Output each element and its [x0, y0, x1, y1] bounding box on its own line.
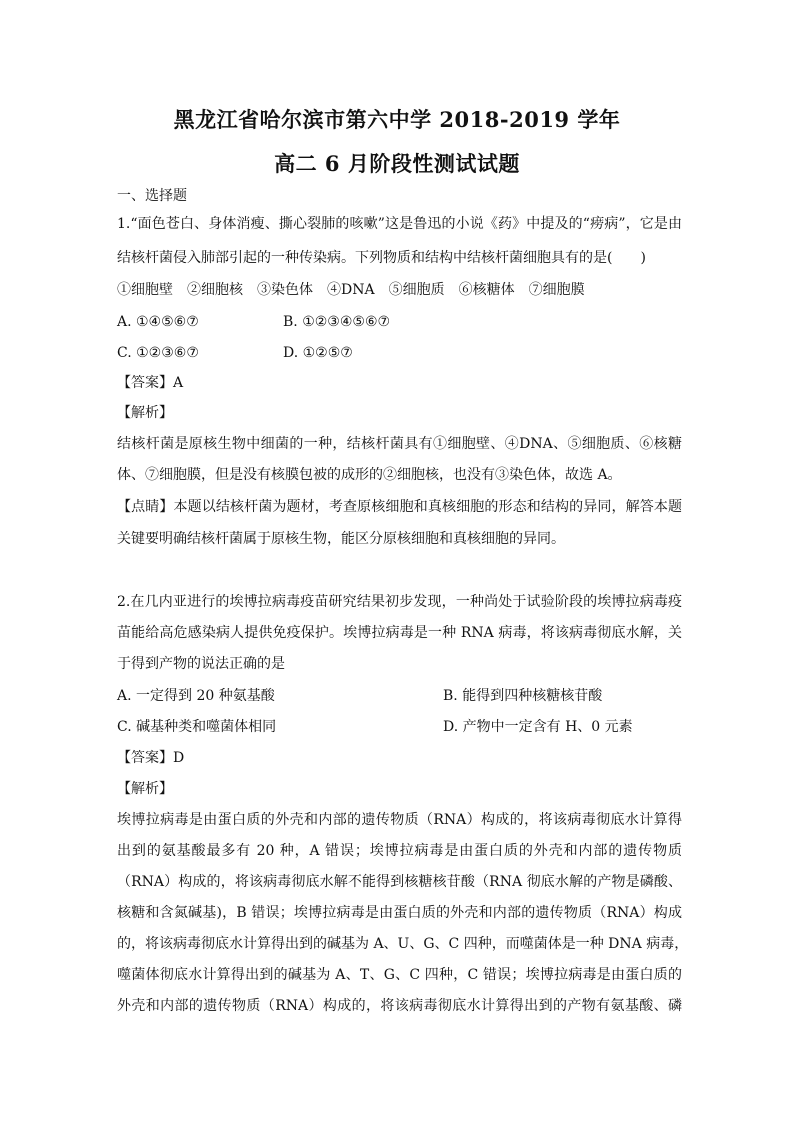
q2-option-a: A. 一定得到 20 种氨基酸: [117, 688, 275, 704]
q1-analysis-line-2: 体、⑦细胞膜，但是没有核膜包被的成形的②细胞核，也没有③染色体，故选 A。: [117, 467, 622, 483]
q2-analysis-line-2: 出到的氨基酸最多有 20 种，A 错误；埃博拉病毒是由蛋白质的外壳和内部的遗传物质: [117, 843, 682, 859]
q2-analysis-line-6: 噬菌体彻底水计算得出到的碱基为 A、T、G、C 四种，C 错误；埃博拉病毒是由蛋白质的: [117, 967, 682, 983]
q2-option-d: D. 产物中一定含有 H、0 元素: [443, 719, 633, 735]
section-heading: 一、选择题: [117, 188, 187, 204]
q1-analysis-line-1: 结核杆菌是原核生物中细菌的一种，结核杆菌具有①细胞壁、④DNA、⑤细胞质、⑥核糖: [117, 436, 682, 452]
q2-stem-line-3: 于得到产物的说法正确的是: [117, 656, 285, 672]
q2-analysis-line-4: 核糖和含氮碱基)，B 错误；埃博拉病毒是由蛋白质的外壳和内部的遗传物质（RNA）构成: [117, 905, 682, 921]
document-title-line-2: 高二 6 月阶段性测试试题: [274, 151, 520, 176]
q1-comment-line-2: 关键要明确结核杆菌属于原核生物，能区分原核细胞和真核细胞的异同。: [117, 531, 565, 547]
q1-comment-line-1: 【点睛】本题以结核杆菌为题材，考查原核细胞和真核细胞的形态和结构的异同，解答本题: [117, 499, 682, 515]
q2-analysis-line-7: 外壳和内部的遗传物质（RNA）构成的，将该病毒彻底水计算得出到的产物有氨基酸、磷: [117, 998, 682, 1014]
q1-stem-line-2: 结核杆菌侵入肺部引起的一种传染病。下列物质和结构中结核杆菌细胞具有的是( ): [117, 250, 646, 266]
q1-option-c: C. ①②③⑥⑦: [117, 345, 199, 361]
q1-option-a: A. ①④⑤⑥⑦: [117, 314, 199, 330]
q1-answer: 【答案】A: [117, 375, 184, 391]
q2-stem-line-1: 2.在几内亚进行的埃博拉病毒疫苗研究结果初步发现，一种尚处于试验阶段的埃博拉病毒疫: [117, 594, 682, 610]
q2-analysis-line-5: 的，将该病毒彻底水计算得出到的碱基为 A、U、G、C 四种，而噬菌体是一种 DNA 病毒，: [117, 936, 689, 952]
q1-option-b: B. ①②③④⑤⑥⑦: [283, 314, 391, 330]
q2-analysis-line-1: 埃博拉病毒是由蛋白质的外壳和内部的遗传物质（RNA）构成的，将该病毒彻底水计算得: [117, 812, 682, 828]
q1-stem-line-1: 1.“面色苍白、身体消瘦、撕心裂肺的咳嗽”这是鲁迅的小说《药》中提及的“痨病”，它是由: [117, 216, 682, 232]
q2-analysis-line-3: （RNA）构成的，将该病毒彻底水解不能得到核糖核苷酸（RNA 彻底水解的产物是磷酸、: [117, 874, 682, 890]
q2-option-b: B. 能得到四种核糖核苷酸: [443, 688, 603, 704]
q2-analysis-label: 【解析】: [117, 781, 173, 797]
document-title-line-1: 黑龙江省哈尔滨市第六中学 2018-2019 学年: [173, 107, 621, 132]
q1-items: ①细胞壁 ②细胞核 ③染色体 ④DNA ⑤细胞质 ⑥核糖体 ⑦细胞膜: [117, 282, 585, 298]
q2-stem-line-2: 苗能给高危感染病人提供免疫保护。埃博拉病毒是一种 RNA 病毒，将该病毒彻底水解，关: [117, 625, 682, 641]
q2-option-c: C. 碱基种类和噬菌体相同: [117, 719, 277, 735]
q1-option-d: D. ①②⑤⑦: [283, 345, 353, 361]
q1-analysis-label: 【解析】: [117, 405, 173, 421]
q2-answer: 【答案】D: [117, 750, 185, 766]
